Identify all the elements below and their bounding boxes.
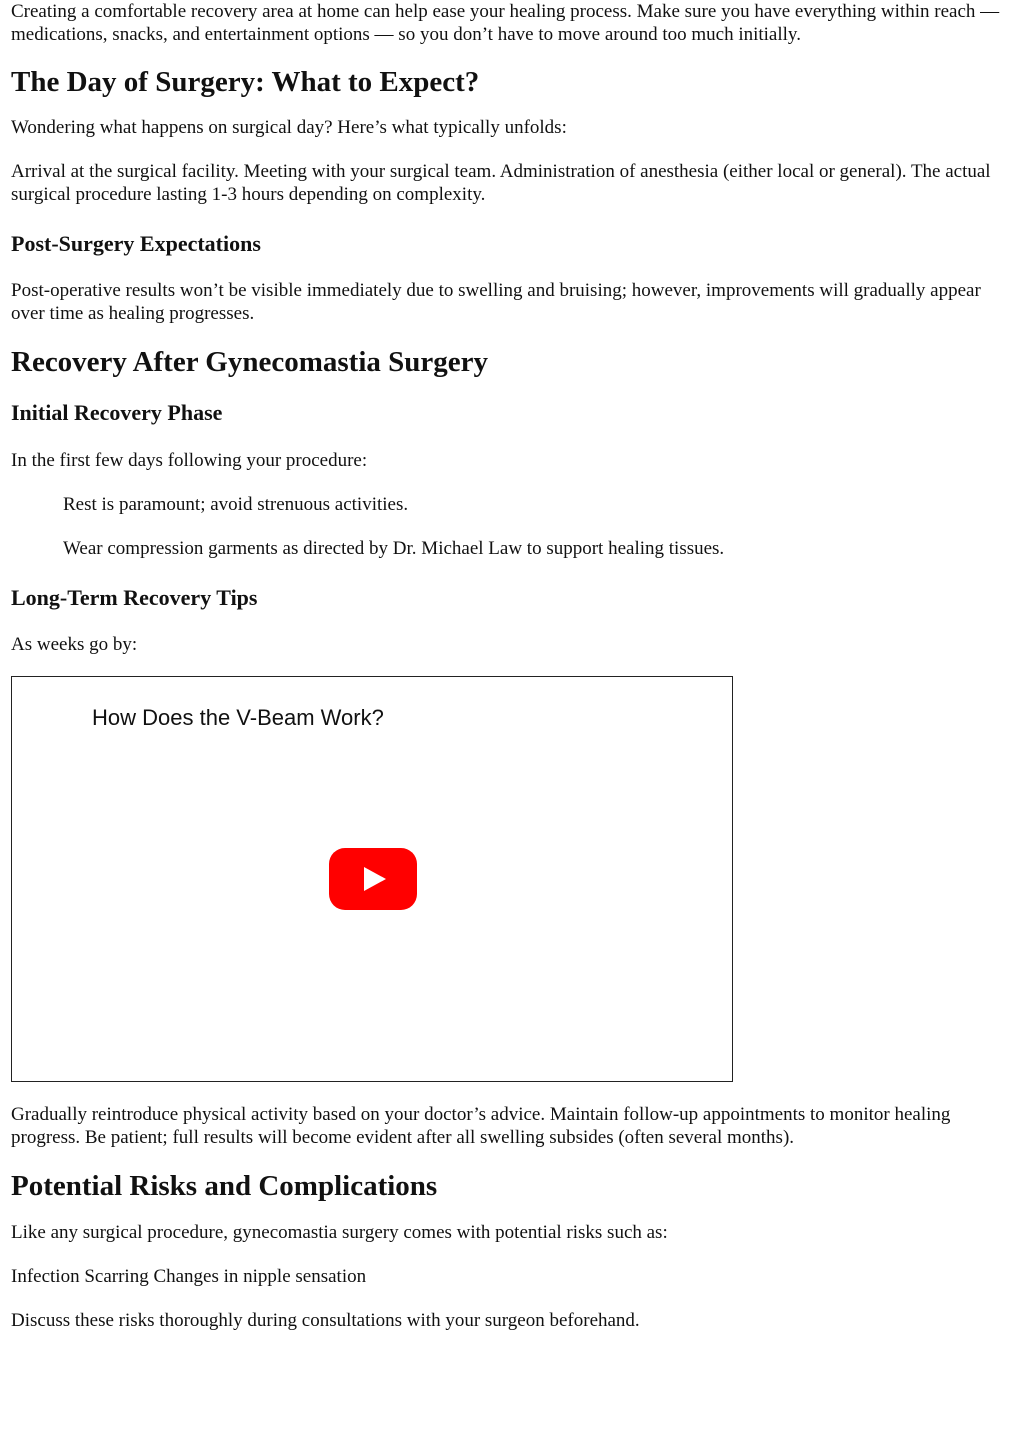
section-heading-day-of-surgery: The Day of Surgery: What to Expect? <box>11 66 480 98</box>
embedded-video[interactable] <box>11 676 733 1082</box>
post-surgery-paragraph: Post-operative results won’t be visible immediately due to swelling and bruising; however, improvements will gradually appear over time as healing progresses. <box>11 280 981 324</box>
youtube-play-icon[interactable] <box>329 848 417 910</box>
subheading-post-surgery: Post-Surgery Expectations <box>11 231 261 256</box>
subheading-initial-recovery: Initial Recovery Phase <box>11 400 223 425</box>
list-item: Wear compression garments as directed by Dr. Michael Law to support healing tissues. <box>63 538 725 559</box>
section-heading-recovery: Recovery After Gynecomastia Surgery <box>11 346 489 378</box>
day-of-surgery-lead: Wondering what happens on surgical day? Here’s what typically unfolds: <box>11 117 567 138</box>
risks-list: Infection Scarring Changes in nipple sensation <box>11 1266 367 1287</box>
risks-closing: Discuss these risks thoroughly during consultations with your surgeon beforehand. <box>11 1310 640 1331</box>
long-term-paragraph: Gradually reintroduce physical activity based on your doctor’s advice. Maintain follow-up appointments to monitor healing progress. Be patient; full results will become evident after all swelling subsides (often several months). <box>11 1104 951 1148</box>
intro-paragraph: Creating a comfortable recovery area at home can help ease your healing process. Make sure you have everything within reach — medications, snacks, and entertainment options — so you don’t have to move around too much initially. <box>11 1 1000 45</box>
long-term-lead: As weeks go by: <box>11 634 138 655</box>
risks-lead: Like any surgical procedure, gynecomastia surgery comes with potential risks such as: <box>11 1222 668 1243</box>
day-of-surgery-steps: Arrival at the surgical facility. Meeting with your surgical team. Administration of anesthesia (either local or general). The actual surgical procedure lasting 1-3 hours depending on complexity. <box>11 161 991 205</box>
section-heading-risks: Potential Risks and Complications <box>11 1170 438 1202</box>
list-item: Rest is paramount; avoid strenuous activities. <box>63 494 409 515</box>
video-title[interactable]: How Does the V-Beam Work? <box>92 705 384 730</box>
initial-recovery-lead: In the first few days following your procedure: <box>11 450 368 471</box>
subheading-long-term-recovery: Long-Term Recovery Tips <box>11 585 258 610</box>
